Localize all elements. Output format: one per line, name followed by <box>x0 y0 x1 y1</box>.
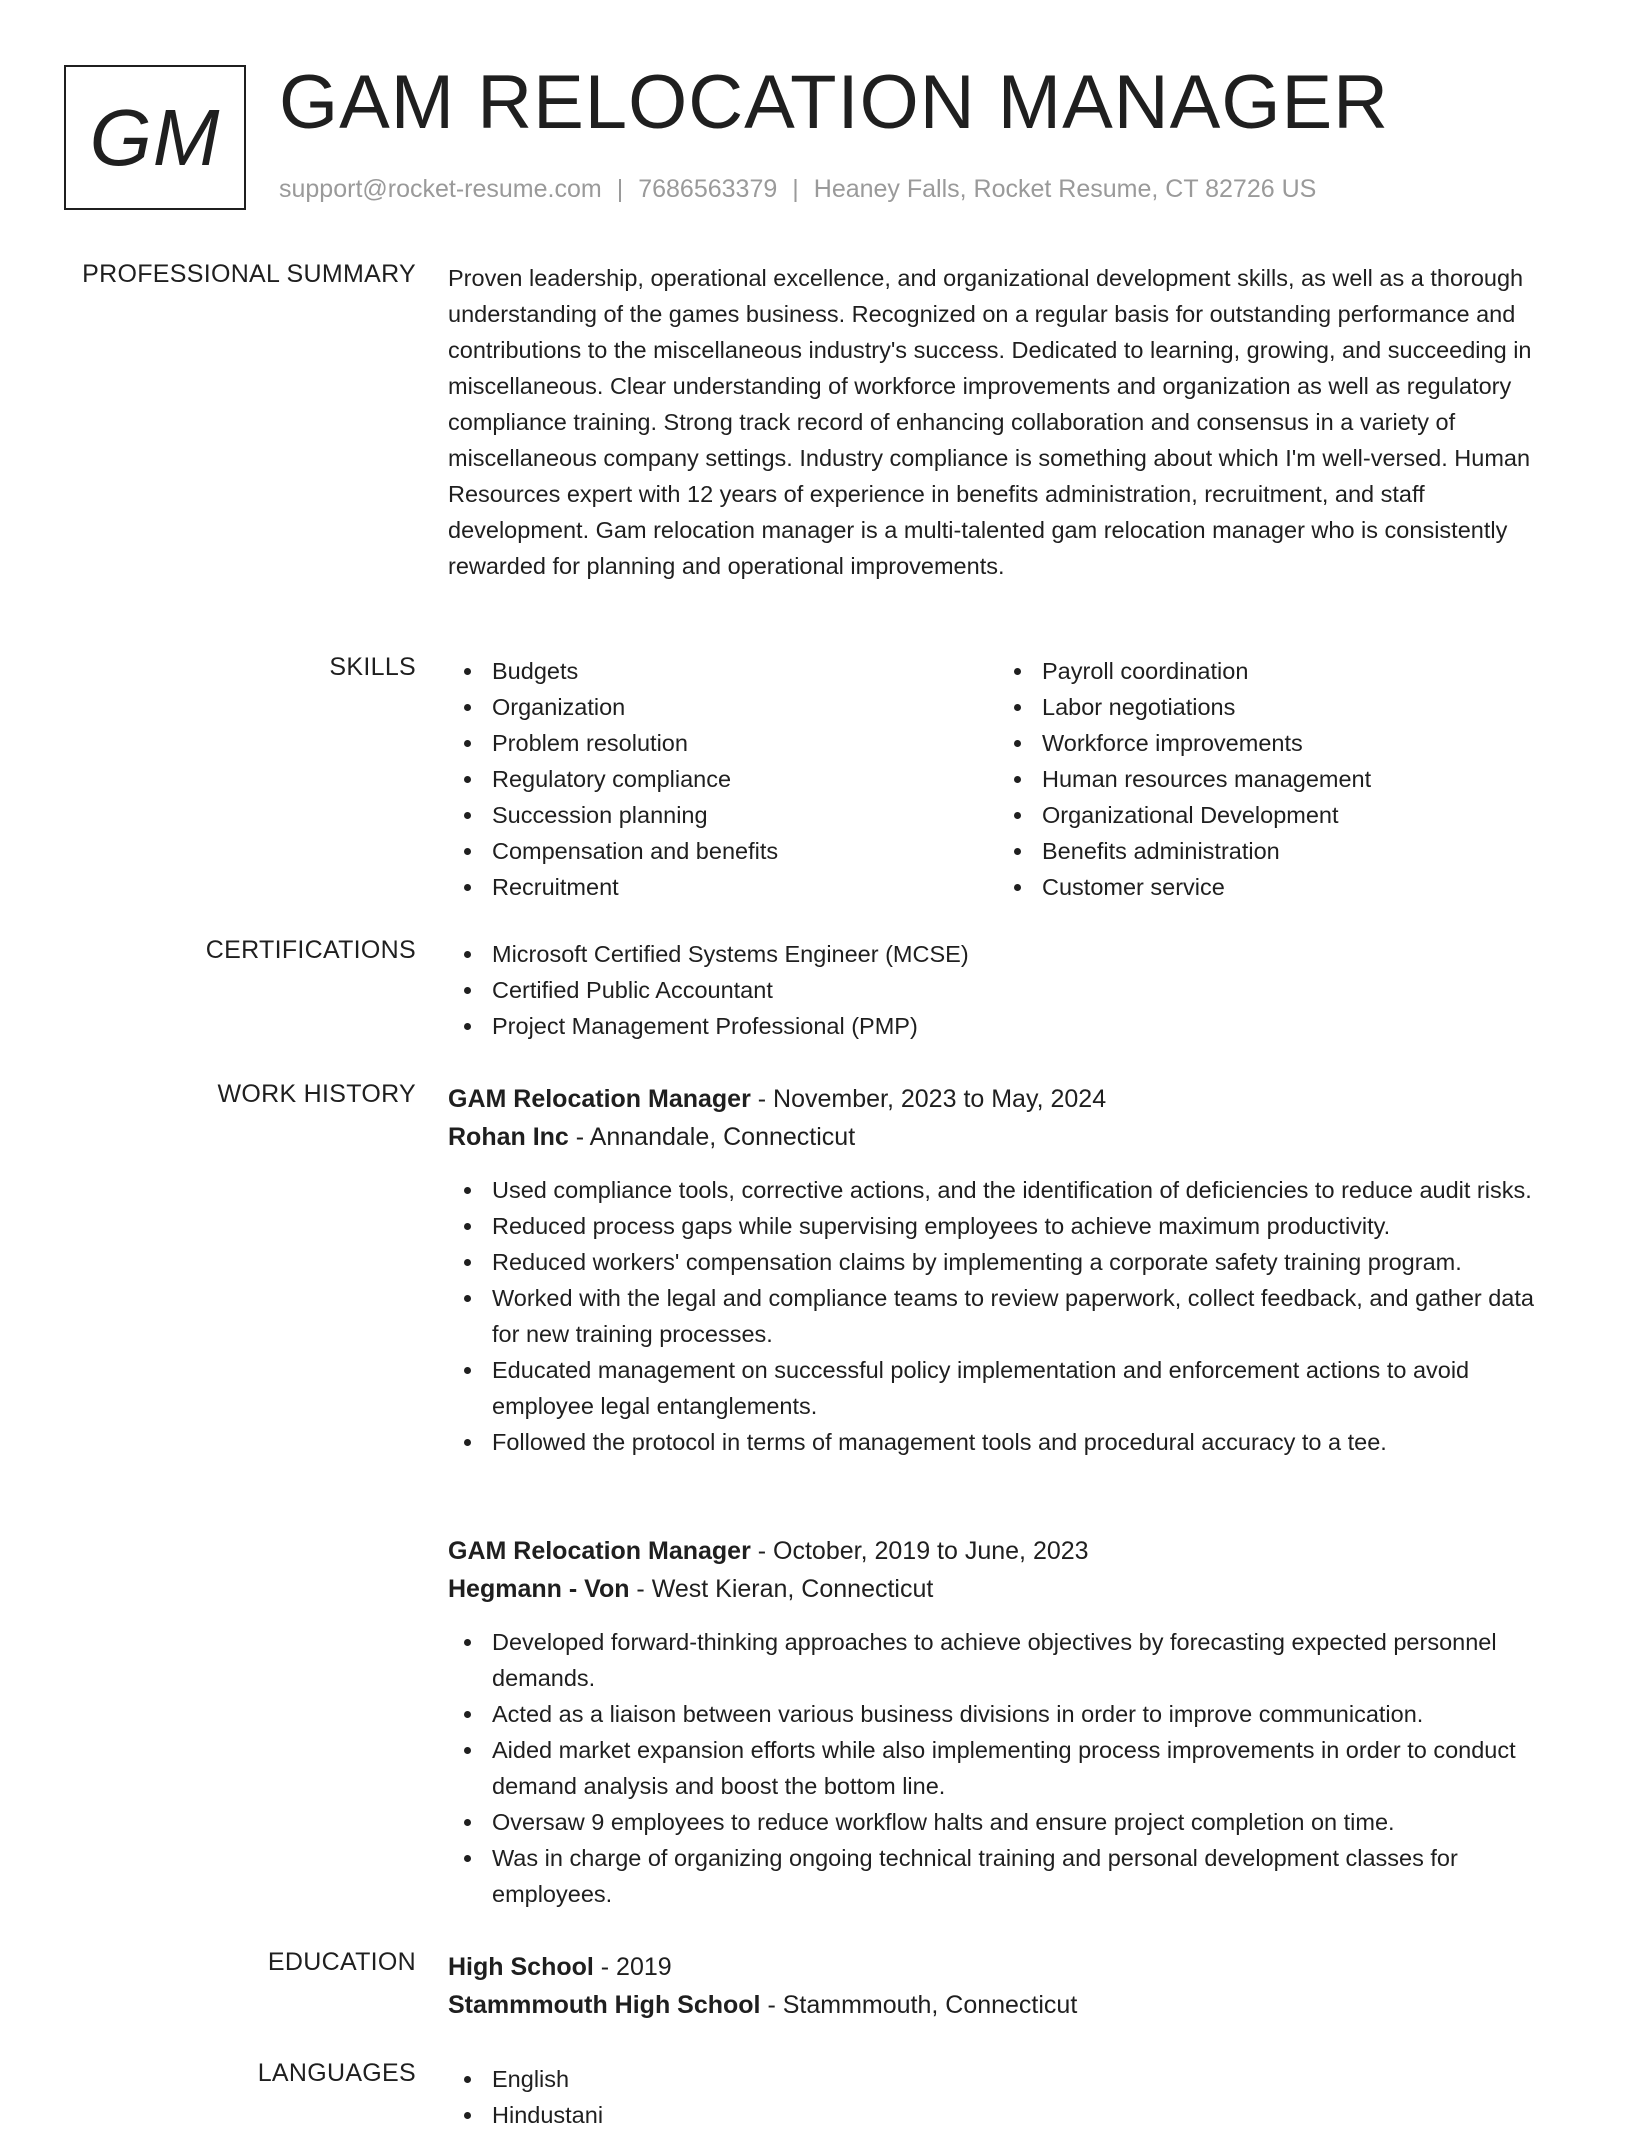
list-item: Workforce improvements <box>998 725 1548 761</box>
list-item: Payroll coordination <box>998 653 1548 689</box>
contact-separator: | <box>792 175 799 203</box>
list-item: Compensation and benefits <box>448 833 998 869</box>
job-title: GAM Relocation Manager <box>448 1085 751 1113</box>
list-item: Developed forward-thinking approaches to achieve objectives by forecasting expected personnel demands. <box>448 1624 1560 1696</box>
education-school-line <box>448 1986 1560 2024</box>
education-degree-line <box>448 1948 1560 1986</box>
summary-text: Proven leadership, operational excellence, and organizational development skills, as well as a thorough understanding of the games business. Recognized on a regular basis for outstanding performance and contributions to the miscellaneous industry's success. Dedicated to learning, growing, and succeeding in miscellaneous. Clear understanding of workforce improvements and organization as well as regulatory compliance training. Strong track record of enhancing collaboration and consensus in a variety of miscellaneous company settings. Industry compliance is something about which I'm well-versed. Human Resources expert with 12 years of experience in benefits administration, recruitment, and staff development. Gam relocation manager is a multi-talented gam relocation manager who is consistently rewarded for planning and operational improvements. <box>448 265 1532 579</box>
list-item: Hindustani <box>448 2097 1560 2133</box>
job-title: GAM Relocation Manager <box>448 1537 751 1565</box>
job-title-line <box>448 1532 1560 1570</box>
languages-list <box>448 2061 1560 2133</box>
skills-list-right <box>998 653 1548 905</box>
job-dates: - November, 2023 to May, 2024 <box>750 1085 1107 1113</box>
list-item: Acted as a liaison between various business divisions in order to improve communication. <box>448 1696 1560 1732</box>
section-label-summary: PROFESSIONAL SUMMARY <box>82 260 416 288</box>
list-item: Benefits administration <box>998 833 1548 869</box>
job-title-line <box>448 1080 1560 1118</box>
section-label-languages: LANGUAGES <box>257 2059 416 2087</box>
job-entry <box>448 1532 1560 1912</box>
resume-header <box>64 60 1564 210</box>
contact-separator: | <box>616 175 624 203</box>
list-item: Microsoft Certified Systems Engineer (MCSE) <box>448 936 1560 972</box>
list-item: Succession planning <box>448 797 998 833</box>
list-item: Customer service <box>998 869 1548 905</box>
job-location: - Annandale, Connecticut <box>568 1123 856 1151</box>
job-company-line <box>448 1118 1560 1156</box>
list-item: Reduced process gaps while supervising employees to achieve maximum productivity. <box>448 1208 1560 1244</box>
job-bullets <box>448 1624 1560 1912</box>
job-company-line <box>448 1570 1560 1608</box>
contact-line <box>279 175 1316 204</box>
list-item: Recruitment <box>448 869 998 905</box>
section-label-skills: SKILLS <box>329 653 416 681</box>
job-company: Rohan Inc <box>448 1123 569 1151</box>
education-entry <box>448 1948 1560 2024</box>
contact-email[interactable]: support@rocket-resume.com <box>279 175 602 203</box>
list-item: Followed the protocol in terms of management tools and procedural accuracy to a tee. <box>448 1424 1560 1460</box>
job-bullets <box>448 1172 1560 1460</box>
job-company: Hegmann - Von <box>448 1575 630 1603</box>
job-entry <box>448 1080 1560 1460</box>
list-item: Aided market expansion efforts while also implementing process improvements in order to conduct demand analysis and boost the bottom line. <box>448 1732 1560 1804</box>
candidate-name: GAM RELOCATION MANAGER <box>279 60 1390 145</box>
list-item: Reduced workers' compensation claims by implementing a corporate safety training program. <box>448 1244 1560 1280</box>
job-dates: - October, 2019 to June, 2023 <box>750 1537 1089 1565</box>
list-item: Certified Public Accountant <box>448 972 1560 1008</box>
list-item: Used compliance tools, corrective actions, and the identification of deficiencies to reduce audit risks. <box>448 1172 1560 1208</box>
list-item: Problem resolution <box>448 725 998 761</box>
list-item: Labor negotiations <box>998 689 1548 725</box>
education-degree: High School <box>448 1953 594 1981</box>
section-label-certifications: CERTIFICATIONS <box>205 936 416 964</box>
list-item: Worked with the legal and compliance teams to review paperwork, collect feedback, and gather data for new training processes. <box>448 1280 1560 1352</box>
skills-grid <box>448 653 1560 905</box>
education-location: - Stammmouth, Connecticut <box>760 1991 1078 2019</box>
list-item: Educated management on successful policy implementation and enforcement actions to avoid employee legal entanglements. <box>448 1352 1560 1424</box>
certifications-list <box>448 936 1560 1044</box>
list-item: Organization <box>448 689 998 725</box>
skills-list-left <box>448 653 998 905</box>
job-location: - West Kieran, Connecticut <box>629 1575 934 1603</box>
list-item: Organizational Development <box>998 797 1548 833</box>
list-item: Project Management Professional (PMP) <box>448 1008 1560 1044</box>
section-label-education: EDUCATION <box>267 1948 416 1976</box>
monogram-badge: GM <box>64 65 246 210</box>
contact-address: Heaney Falls, Rocket Resume, CT 82726 US <box>813 175 1317 203</box>
list-item: Human resources management <box>998 761 1548 797</box>
list-item: English <box>448 2061 1560 2097</box>
list-item: Was in charge of organizing ongoing technical training and personal development classes for employees. <box>448 1840 1560 1912</box>
list-item: Regulatory compliance <box>448 761 998 797</box>
list-item: Budgets <box>448 653 998 689</box>
education-year: - 2019 <box>593 1953 672 1981</box>
list-item: Oversaw 9 employees to reduce workflow halts and ensure project completion on time. <box>448 1804 1560 1840</box>
education-school: Stammmouth High School <box>448 1991 761 2019</box>
section-label-work-history: WORK HISTORY <box>217 1080 416 1108</box>
contact-phone[interactable]: 7686563379 <box>638 175 778 203</box>
